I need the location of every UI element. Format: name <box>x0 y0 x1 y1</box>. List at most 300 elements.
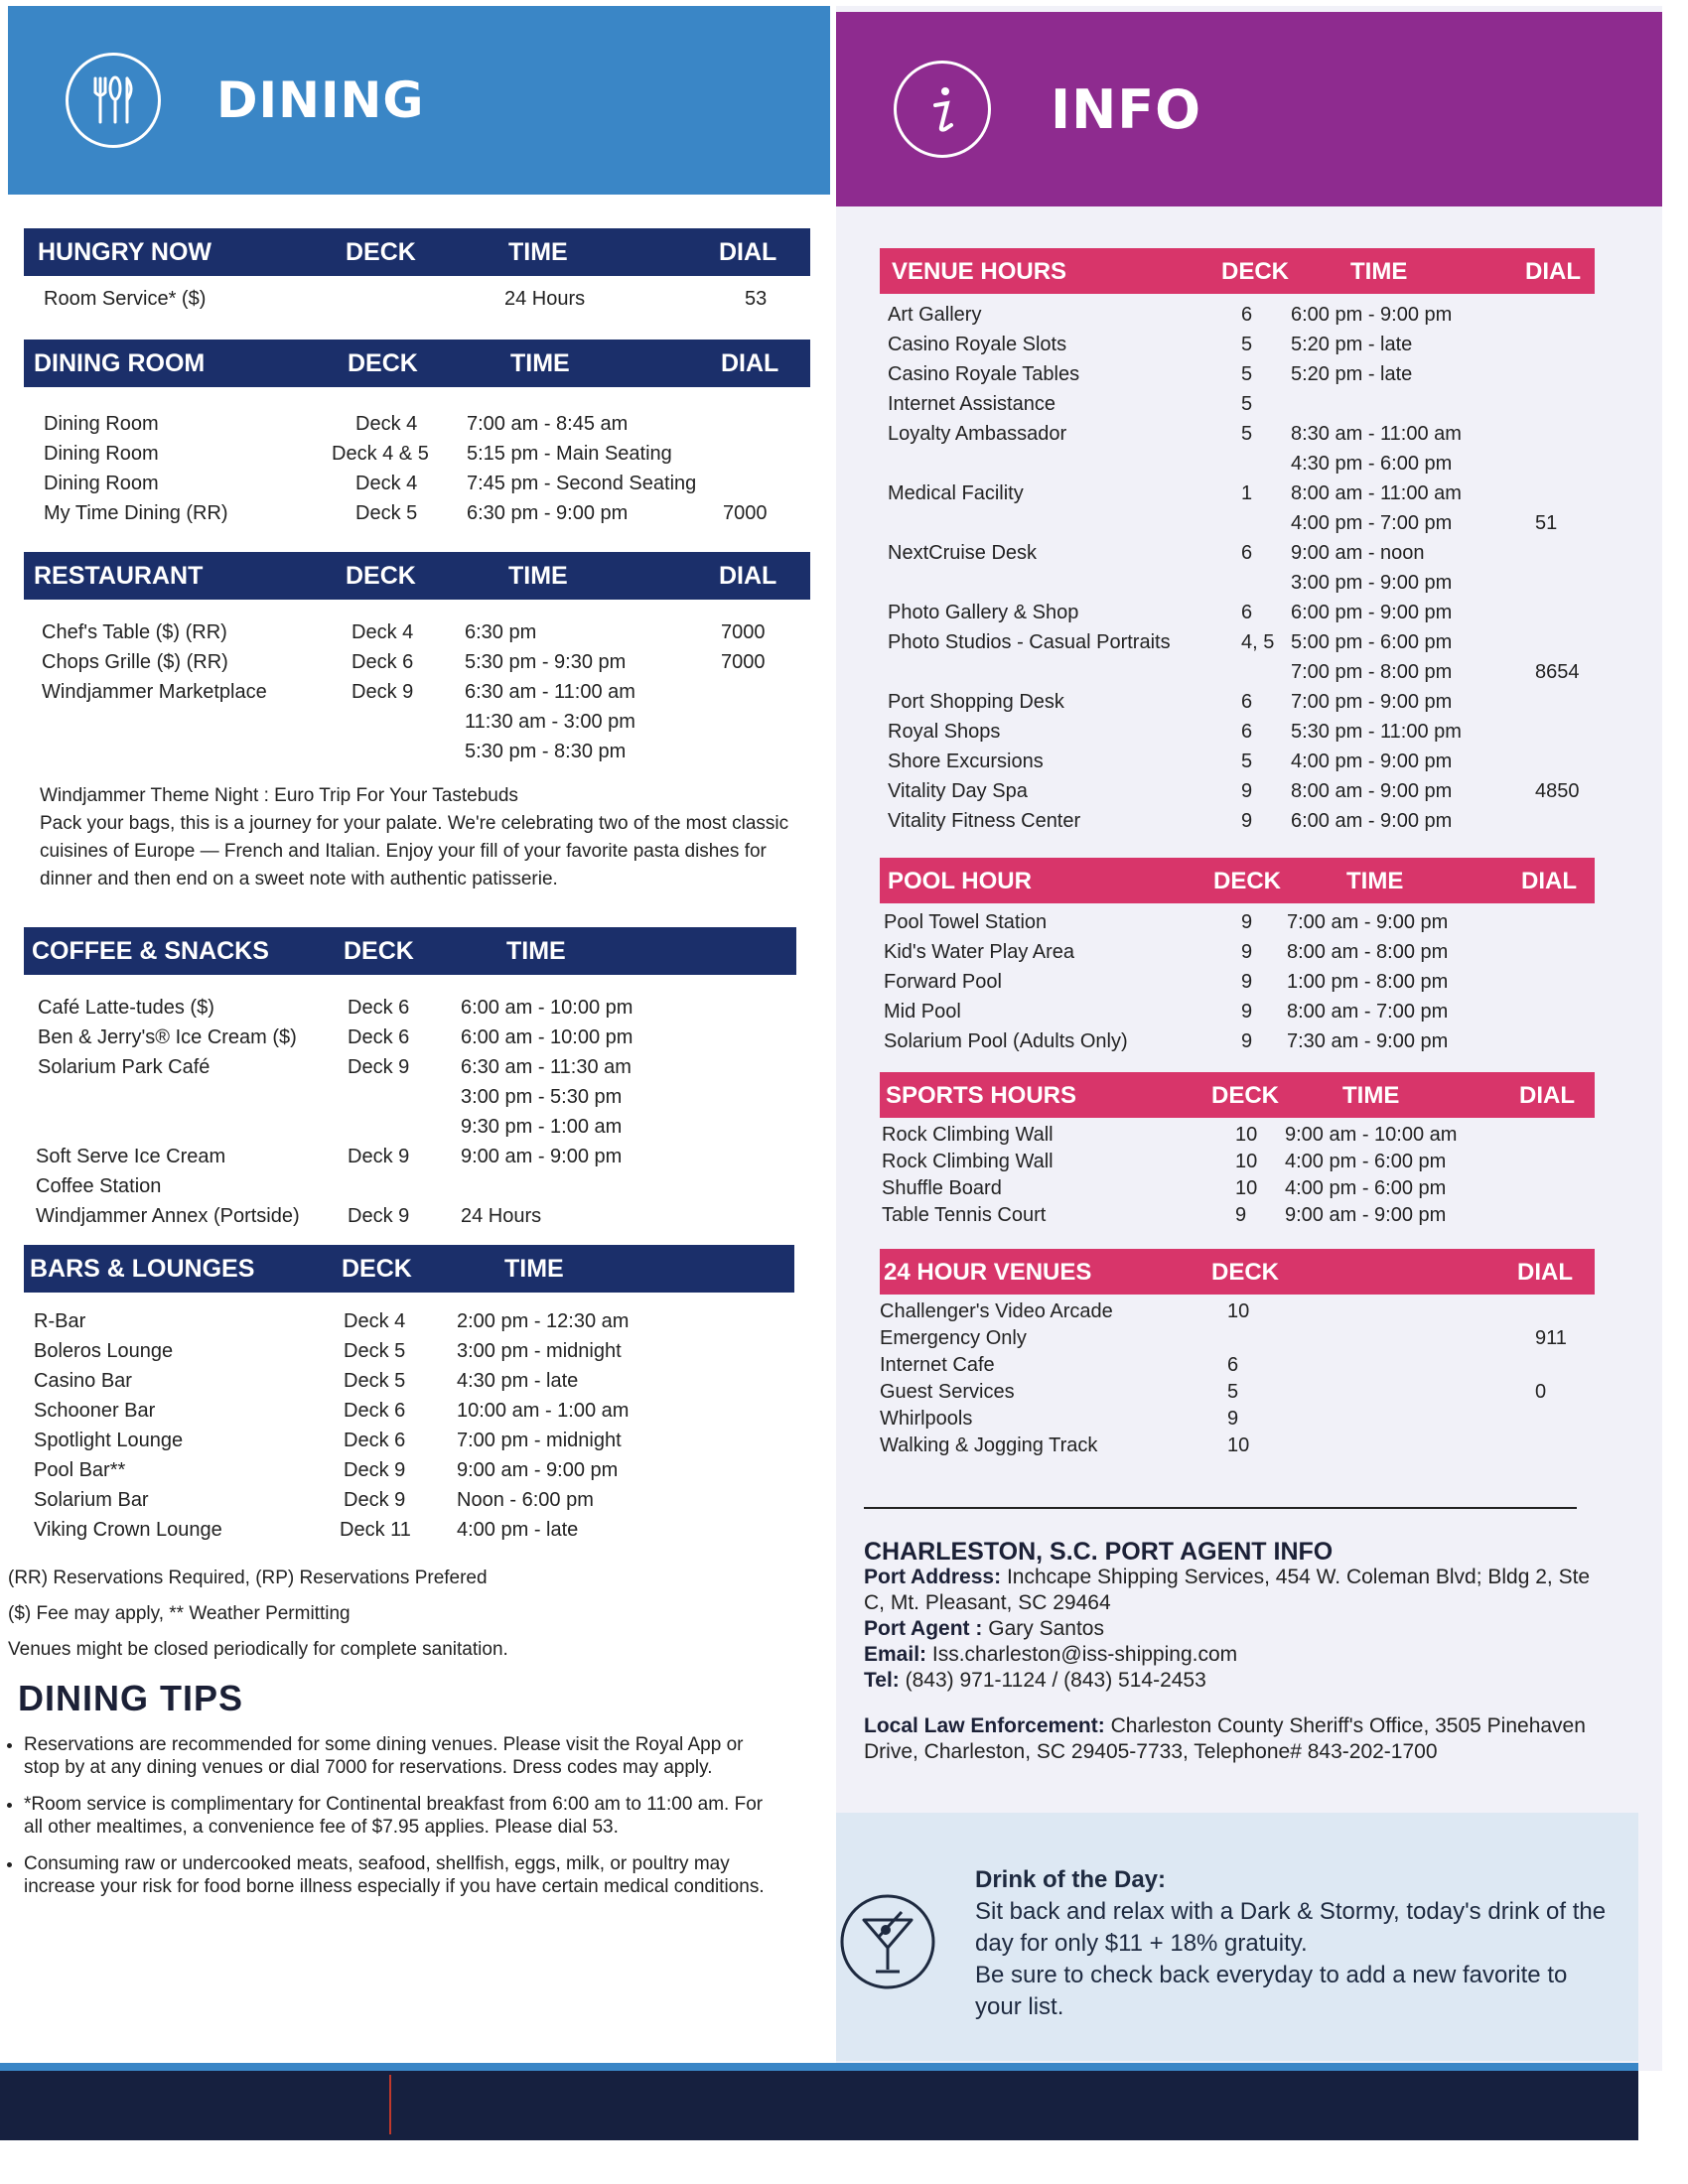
table-row <box>880 997 1595 1026</box>
table-row <box>880 1173 1595 1200</box>
venue-name: Windjammer Marketplace <box>42 681 267 703</box>
venue-name: Walking & Jogging Track <box>880 1434 1098 1456</box>
venue-deck: 9 <box>1241 1001 1253 1023</box>
col-time: TIME <box>1346 868 1404 894</box>
port-address <box>864 1565 1599 1616</box>
theme-night-text: Pack your bags, this is a journey for your palate. We're celebrating two of the most classic cuisines of Europe — French and Italian. Enjoy your fill of your favorite pasta dishes for dinner and then end on a sweet note with authentic patisserie. <box>40 813 789 889</box>
col-time: TIME <box>508 562 568 590</box>
venue-name: Casino Royale Tables <box>888 363 1080 385</box>
col-dial: DIAL <box>1521 868 1577 894</box>
table-row <box>24 1082 810 1112</box>
venue-time: 5:00 pm - 6:00 pm <box>1291 631 1453 653</box>
venue-name: Rock Climbing Wall <box>882 1151 1054 1172</box>
col-dial: DIAL <box>721 349 779 377</box>
venue-deck: Deck 5 <box>355 502 418 524</box>
venue-time: 6:00 pm - 9:00 pm <box>1291 602 1453 623</box>
venue-time: 2:00 pm - 12:30 am <box>457 1310 630 1332</box>
venue-deck: 10 <box>1235 1177 1258 1199</box>
col-time: TIME <box>1350 258 1408 285</box>
venue-deck: Deck 6 <box>348 997 410 1019</box>
venue-time: 10:00 am - 1:00 am <box>457 1400 630 1422</box>
venue-deck: 9 <box>1241 1030 1253 1052</box>
footer-bar <box>0 2071 1638 2140</box>
drink-of-the-day <box>836 1813 1638 2061</box>
venue-name: Shore Excursions <box>888 751 1044 772</box>
section-title: BARS & LOUNGES <box>30 1255 255 1283</box>
venue-time: 7:00 am - 9:00 pm <box>1287 911 1449 933</box>
venue-time: 3:00 pm - 5:30 pm <box>461 1086 623 1108</box>
coffee-snacks-header <box>24 927 796 975</box>
venue-name: Port Shopping Desk <box>888 691 1064 713</box>
table-row <box>880 1120 1595 1147</box>
venue-name: Solarium Bar <box>34 1489 149 1511</box>
venue-time: 4:00 pm - 6:00 pm <box>1285 1177 1447 1199</box>
venue-name: Photo Studios - Casual Portraits <box>888 631 1171 653</box>
venue-deck: 5 <box>1241 423 1253 445</box>
section-title: RESTAURANT <box>34 562 204 590</box>
venue-time: 7:30 am - 9:00 pm <box>1287 1030 1449 1052</box>
venue-time: 5:30 pm - 8:30 pm <box>465 741 627 762</box>
drink-title: Drink of the Day: <box>975 1866 1167 1893</box>
pool-hour-rows <box>880 907 1595 1056</box>
venue-dial: 0 <box>1535 1381 1547 1403</box>
venue-name: Whirlpools <box>880 1408 973 1430</box>
table-row <box>24 1306 810 1336</box>
24-hour-venues-rows <box>880 1297 1595 1457</box>
venue-time: 6:30 am - 11:30 am <box>461 1056 632 1078</box>
table-row <box>24 409 810 439</box>
venue-name: Forward Pool <box>884 971 1002 993</box>
table-row <box>24 1366 810 1396</box>
table-row <box>880 300 1595 330</box>
table-row <box>24 677 810 707</box>
dining-room-section <box>24 340 810 528</box>
table-row <box>24 439 810 469</box>
col-time: TIME <box>506 937 566 965</box>
col-time: TIME <box>508 238 568 266</box>
tip-item: • Reservations are recommended for some dining venues. Please visit the Royal App or stop by at any dining venues or dial 7000 for reservations. Dress codes may apply. <box>24 1733 778 1779</box>
venue-hours-header <box>880 248 1595 294</box>
port-agent <box>864 1616 1599 1642</box>
sports-hours-rows <box>880 1120 1595 1227</box>
venue-time: 6:30 pm - 9:00 pm <box>467 502 629 524</box>
table-row <box>880 1297 1595 1323</box>
dining-column <box>8 6 830 2071</box>
venue-time: 4:00 pm - 7:00 pm <box>1291 512 1453 534</box>
venue-name: Internet Assistance <box>888 393 1055 415</box>
venue-time: 4:00 pm - 6:00 pm <box>1285 1151 1447 1172</box>
info-title: INFO <box>1051 77 1202 141</box>
venue-time: 4:00 pm - late <box>457 1519 579 1541</box>
table-row <box>24 1426 810 1455</box>
venue-time: 4:30 pm - late <box>457 1370 579 1392</box>
table-row <box>24 284 810 314</box>
venue-name: Chops Grille ($) (RR) <box>42 651 228 673</box>
table-row <box>880 1026 1595 1056</box>
venue-time: 9:00 am - 9:00 pm <box>457 1459 619 1481</box>
venue-name: Emergency Only <box>880 1327 1027 1349</box>
port-agent-info <box>864 1539 1599 1765</box>
law-enforcement <box>864 1713 1599 1765</box>
venue-deck: 1 <box>1241 482 1253 504</box>
legend-note: ($) Fee may apply, ** Weather Permitting <box>8 1603 351 1624</box>
venue-deck: 9 <box>1227 1408 1239 1430</box>
venue-deck: 9 <box>1241 941 1253 963</box>
table-row <box>880 538 1595 568</box>
venue-dial: 7000 <box>721 621 766 643</box>
venue-name: Rock Climbing Wall <box>882 1124 1054 1146</box>
table-row <box>880 478 1595 508</box>
table-row <box>24 1515 810 1545</box>
venue-name: Royal Shops <box>888 721 1001 743</box>
venue-time: 8:00 am - 8:00 pm <box>1287 941 1449 963</box>
pool-hour-section <box>880 858 1595 1056</box>
venue-name: Boleros Lounge <box>34 1340 174 1362</box>
venue-deck: Deck 5 <box>344 1340 406 1362</box>
table-row <box>880 687 1595 717</box>
venue-name: Casino Bar <box>34 1370 132 1392</box>
footer-strip <box>0 2063 1638 2071</box>
table-row <box>880 1377 1595 1404</box>
col-deck: DECK <box>346 562 416 590</box>
col-dial: DIAL <box>1519 1082 1575 1109</box>
venue-deck: Deck 6 <box>344 1400 406 1422</box>
utensils-icon <box>66 53 161 148</box>
table-row <box>880 747 1595 776</box>
venue-time: 1:00 pm - 8:00 pm <box>1287 971 1449 993</box>
bars-lounges-section <box>24 1245 810 1545</box>
venue-time: 7:00 am - 8:45 am <box>467 413 629 435</box>
venue-deck: Deck 4 <box>355 413 418 435</box>
port-address-value: Inchcape Shipping Services, 454 W. Coleman Blvd; Bldg 2, Ste C, Mt. Pleasant, SC 29464 <box>864 1566 1591 1614</box>
drink-line: Be sure to check back everyday to add a new favorite to your list. <box>975 1962 1568 2020</box>
venue-time: 5:15 pm - Main Seating <box>467 443 672 465</box>
venue-time: 9:00 am - 9:00 pm <box>1285 1204 1447 1226</box>
table-row <box>880 1431 1595 1457</box>
section-title: DINING ROOM <box>34 349 206 377</box>
table-row <box>880 389 1595 419</box>
venue-deck: 9 <box>1241 780 1253 802</box>
venue-name: Art Gallery <box>888 304 982 326</box>
section-title: SPORTS HOURS <box>886 1082 1077 1109</box>
venue-time: 3:00 pm - 9:00 pm <box>1291 572 1453 594</box>
venue-time: 6:00 am - 9:00 pm <box>1291 810 1453 832</box>
table-row <box>24 1485 810 1515</box>
table-row <box>880 1404 1595 1431</box>
footer-mark <box>389 2075 391 2134</box>
venue-deck: 6 <box>1241 602 1253 623</box>
col-deck: DECK <box>342 1255 412 1283</box>
venue-name: Internet Cafe <box>880 1354 995 1376</box>
venue-time: 3:00 pm - midnight <box>457 1340 622 1362</box>
venue-deck: 6 <box>1241 542 1253 564</box>
table-row <box>24 1336 810 1366</box>
table-row <box>24 993 810 1023</box>
venue-deck: Deck 4 <box>352 621 414 643</box>
venue-hours-rows <box>880 300 1595 836</box>
venue-name: Photo Gallery & Shop <box>888 602 1079 623</box>
venue-name: Medical Facility <box>888 482 1024 504</box>
venue-time: 7:45 pm - Second Seating <box>467 473 697 494</box>
venue-deck: 5 <box>1241 363 1253 385</box>
table-row <box>880 1323 1595 1350</box>
divider <box>864 1507 1577 1509</box>
coffee-snacks-section <box>24 927 810 1231</box>
venue-time: 6:30 pm <box>465 621 537 643</box>
venue-name: Chef's Table ($) (RR) <box>42 621 227 643</box>
pool-hour-header <box>880 858 1595 903</box>
venue-name: Challenger's Video Arcade <box>880 1300 1113 1322</box>
venue-name: Dining Room <box>44 413 159 435</box>
bars-lounges-header <box>24 1245 794 1293</box>
venue-name: Vitality Fitness Center <box>888 810 1081 832</box>
legend-note: Venues might be closed periodically for complete sanitation. <box>8 1639 508 1660</box>
drink-line: Sit back and relax with a Dark & Stormy, today's drink of the day for only $11 + 18% gratuity. <box>975 1898 1607 1957</box>
venue-deck: Deck 9 <box>348 1205 410 1227</box>
venue-name: Mid Pool <box>884 1001 961 1023</box>
table-row <box>880 359 1595 389</box>
venue-deck: 5 <box>1241 393 1253 415</box>
col-deck: DECK <box>1213 868 1282 894</box>
dining-room-header <box>24 340 810 387</box>
venue-name: Schooner Bar <box>34 1400 156 1422</box>
venue-time: Noon - 6:00 pm <box>457 1489 594 1511</box>
venue-deck: Deck 9 <box>348 1056 410 1078</box>
venue-time: 5:20 pm - late <box>1291 334 1413 355</box>
dining-tips-list <box>0 1733 778 1912</box>
table-row <box>880 806 1595 836</box>
port-email <box>864 1642 1599 1668</box>
tip-item: • Consuming raw or undercooked meats, seafood, shellfish, eggs, milk, or poultry may increase your risk for food borne illness especially if you have certain medical conditions. <box>24 1852 778 1898</box>
table-row <box>24 1396 810 1426</box>
port-email-label: Email: <box>864 1643 927 1666</box>
port-address-label: Port Address: <box>864 1566 1002 1588</box>
dining-tips-title: DINING TIPS <box>18 1678 244 1718</box>
col-deck: DECK <box>1211 1259 1280 1286</box>
venue-dial: 51 <box>1535 512 1558 534</box>
venue-deck: Deck 9 <box>352 681 414 703</box>
cocktail-icon <box>838 1892 937 1996</box>
table-row <box>24 737 810 766</box>
table-row <box>24 1142 810 1171</box>
table-row <box>24 1023 810 1052</box>
venue-deck: Deck 11 <box>340 1519 411 1541</box>
venue-deck: Deck 4 <box>355 473 418 494</box>
table-row <box>880 657 1595 687</box>
venue-time: 24 Hours <box>461 1205 542 1227</box>
legend-notes <box>8 1561 508 1668</box>
venue-time: 7:00 pm - midnight <box>457 1430 622 1451</box>
venue-deck: Deck 9 <box>344 1459 406 1481</box>
table-row <box>880 1350 1595 1377</box>
venue-time: 7:00 pm - 8:00 pm <box>1291 661 1453 683</box>
table-row <box>880 508 1595 538</box>
port-agent-label: Port Agent : <box>864 1617 983 1640</box>
venue-time: 9:00 am - 10:00 am <box>1285 1124 1458 1146</box>
tip-item: • *Room service is complimentary for Continental breakfast from 6:00 am to 11:00 am. For all other mealtimes, a convenience fee of $7.95 applies. Please dial 53. <box>24 1793 778 1839</box>
venue-time: 8:00 am - 9:00 pm <box>1291 780 1453 802</box>
port-agent-title: CHARLESTON, S.C. PORT AGENT INFO <box>864 1538 1334 1566</box>
port-tel <box>864 1668 1599 1694</box>
table-row <box>880 568 1595 598</box>
table-row <box>880 419 1595 449</box>
port-tel-label: Tel: <box>864 1669 900 1692</box>
table-row <box>880 776 1595 806</box>
venue-time: 5:30 pm - 9:30 pm <box>465 651 627 673</box>
venue-name: Guest Services <box>880 1381 1015 1403</box>
table-row <box>880 907 1595 937</box>
venue-time: 24 Hours <box>504 288 586 310</box>
venue-name: Solarium Park Café <box>38 1056 211 1078</box>
legend-note: (RR) Reservations Required, (RP) Reservations Prefered <box>8 1568 488 1588</box>
col-time: TIME <box>504 1255 564 1283</box>
venue-deck: Deck 5 <box>344 1370 406 1392</box>
hungry-now-section <box>24 228 810 314</box>
venue-time: 4:30 pm - 6:00 pm <box>1291 453 1453 475</box>
table-row <box>880 967 1595 997</box>
venue-name: Solarium Pool (Adults Only) <box>884 1030 1128 1052</box>
venue-time: 6:00 am - 10:00 pm <box>461 1026 633 1048</box>
drink-text <box>975 1864 1611 2023</box>
table-row <box>880 627 1595 657</box>
venue-name: Café Latte-tudes ($) <box>38 997 214 1019</box>
venue-deck: 6 <box>1241 691 1253 713</box>
col-dial: DIAL <box>1517 1259 1573 1286</box>
col-deck: DECK <box>1221 258 1290 285</box>
info-icon <box>894 61 991 158</box>
venue-deck: Deck 6 <box>348 1026 410 1048</box>
venue-time: 4:00 pm - 9:00 pm <box>1291 751 1453 772</box>
venue-deck: 6 <box>1241 721 1253 743</box>
col-dial: DIAL <box>1525 258 1581 285</box>
dining-banner <box>8 6 830 195</box>
venue-name: Dining Room <box>44 443 159 465</box>
venue-dial: 911 <box>1535 1327 1567 1349</box>
venue-name: Coffee Station <box>36 1175 162 1197</box>
col-dial: DIAL <box>719 562 777 590</box>
venue-time: 6:00 pm - 9:00 pm <box>1291 304 1453 326</box>
venue-deck: 9 <box>1235 1204 1247 1226</box>
law-enforcement-value: Charleston County Sheriff's Office, 3505 Pinehaven Drive, Charleston, SC 29405-7733, Telephone# 843-202-1700 <box>864 1714 1586 1763</box>
venue-name: Loyalty Ambassador <box>888 423 1067 445</box>
col-time: TIME <box>1342 1082 1400 1109</box>
venue-deck: 5 <box>1241 751 1253 772</box>
venue-name: Dining Room <box>44 473 159 494</box>
venue-name: Casino Royale Slots <box>888 334 1067 355</box>
table-row <box>24 1171 810 1201</box>
restaurant-header <box>24 552 810 600</box>
venue-name: My Time Dining (RR) <box>44 502 228 524</box>
venue-deck: Deck 6 <box>344 1430 406 1451</box>
venue-dial: 4850 <box>1535 780 1580 802</box>
venue-dial: 7000 <box>721 651 766 673</box>
venue-time: 11:30 am - 3:00 pm <box>465 711 635 733</box>
table-row <box>24 1201 810 1231</box>
venue-dial: 8654 <box>1535 661 1580 683</box>
col-deck: DECK <box>1211 1082 1280 1109</box>
venue-deck: Deck 9 <box>348 1146 410 1167</box>
table-row <box>24 498 810 528</box>
24-hour-venues-header <box>880 1249 1595 1295</box>
table-row <box>24 469 810 498</box>
table-row <box>24 617 810 647</box>
venue-deck: 9 <box>1241 810 1253 832</box>
section-title: HUNGRY NOW <box>38 238 211 266</box>
venue-name: Spotlight Lounge <box>34 1430 184 1451</box>
venue-name: Windjammer Annex (Portside) <box>36 1205 300 1227</box>
venue-name: Table Tennis Court <box>882 1204 1047 1226</box>
venue-time: 5:20 pm - late <box>1291 363 1413 385</box>
venue-name: Pool Towel Station <box>884 911 1048 933</box>
restaurant-section <box>24 552 810 893</box>
venue-name: Soft Serve Ice Cream <box>36 1146 226 1167</box>
venue-deck: 9 <box>1241 911 1253 933</box>
venue-time: 9:30 pm - 1:00 am <box>461 1116 623 1138</box>
24-hour-venues-section <box>880 1249 1595 1457</box>
table-row <box>880 937 1595 967</box>
venue-time: 6:30 am - 11:00 am <box>465 681 635 703</box>
venue-deck: Deck 9 <box>344 1489 406 1511</box>
venue-deck: 10 <box>1227 1300 1250 1322</box>
venue-deck: Deck 6 <box>352 651 414 673</box>
venue-time: 9:00 am - 9:00 pm <box>461 1146 623 1167</box>
venue-deck: 10 <box>1227 1434 1250 1456</box>
table-row <box>24 707 810 737</box>
table-row <box>880 717 1595 747</box>
sports-hours-section <box>880 1072 1595 1227</box>
venue-deck: 6 <box>1227 1354 1239 1376</box>
venue-deck: 9 <box>1241 971 1253 993</box>
venue-hours-section <box>880 248 1595 836</box>
venue-deck: 5 <box>1227 1381 1239 1403</box>
venue-deck: 4, 5 <box>1241 631 1275 653</box>
venue-name: Shuffle Board <box>882 1177 1002 1199</box>
sports-hours-header <box>880 1072 1595 1118</box>
venue-deck: 6 <box>1241 304 1253 326</box>
dining-title: DINING <box>216 71 425 129</box>
venue-name: NextCruise Desk <box>888 542 1038 564</box>
venue-name: R-Bar <box>34 1310 86 1332</box>
venue-time: 7:00 pm - 9:00 pm <box>1291 691 1453 713</box>
venue-name: Room Service* ($) <box>44 288 207 310</box>
col-dial: DIAL <box>719 238 777 266</box>
venue-time: 5:30 pm - 11:00 pm <box>1291 721 1462 743</box>
table-row <box>24 647 810 677</box>
venue-time: 8:30 am - 11:00 am <box>1291 423 1462 445</box>
venue-dial: 7000 <box>723 502 768 524</box>
col-deck: DECK <box>344 937 414 965</box>
venue-dial: 53 <box>745 288 768 310</box>
venue-deck: Deck 4 & 5 <box>332 443 429 465</box>
table-row <box>24 1052 810 1082</box>
info-banner <box>836 12 1662 206</box>
venue-name: Ben & Jerry's® Ice Cream ($) <box>38 1026 297 1048</box>
table-row <box>24 1112 810 1142</box>
table-row <box>880 449 1595 478</box>
port-agent-value: Gary Santos <box>988 1617 1104 1640</box>
theme-night-title: Windjammer Theme Night : Euro Trip For Your Tastebuds <box>40 785 518 806</box>
section-title: VENUE HOURS <box>892 258 1067 285</box>
port-email-value[interactable]: Iss.charleston@iss-shipping.com <box>931 1643 1238 1666</box>
table-row <box>880 330 1595 359</box>
section-title: POOL HOUR <box>888 868 1032 894</box>
table-row <box>880 1200 1595 1227</box>
venue-deck: 10 <box>1235 1151 1258 1172</box>
law-enforcement-label: Local Law Enforcement: <box>864 1714 1105 1737</box>
venue-time: 6:00 am - 10:00 pm <box>461 997 633 1019</box>
col-deck: DECK <box>346 238 416 266</box>
venue-name: Viking Crown Lounge <box>34 1519 222 1541</box>
